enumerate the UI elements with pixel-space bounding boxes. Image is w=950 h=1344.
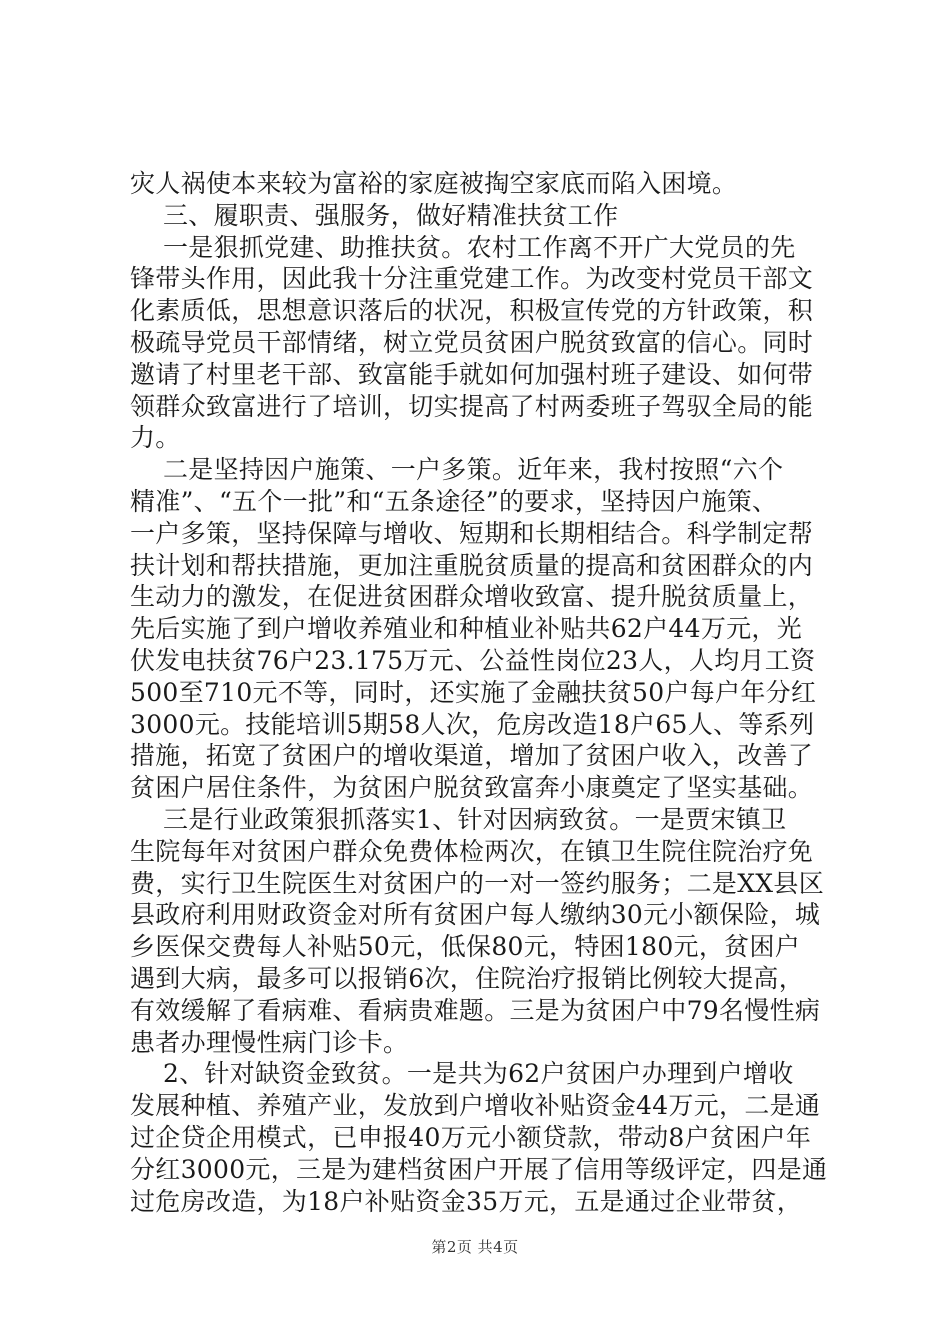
text-line: 过企贷企用模式，已申报40万元小额贷款，带动8户贫困户年 — [130, 1122, 812, 1152]
text-line: 扶计划和帮扶措施，更加注重脱贫质量的提高和贫困群众的内 — [130, 550, 814, 580]
text-line: 先后实施了到户增收养殖业和种植业补贴共62户44万元，光 — [130, 614, 803, 644]
text-line: 生院每年对贫困户群众免费体检两次，在镇卫生院住院治疗免 — [130, 836, 814, 866]
text-line: 发展种植、养殖产业，发放到户增收补贴资金44万元，二是通 — [130, 1091, 821, 1121]
text-line: 领群众致富进行了培训，切实提高了村两委班子驾驭全局的能 — [130, 391, 814, 421]
text-line: 过危房改造，为18户补贴资金35万元，五是通过企业带贫， — [130, 1186, 803, 1216]
text-line: 邀请了村里老干部、致富能手就如何加强村班子建设、如何带 — [130, 359, 814, 389]
text-line: 伏发电扶贫76户23.175万元、公益性岗位23人，人均月工资 — [130, 645, 816, 675]
text-line: 遇到大病，最多可以报销6次，住院治疗报销比例较大提高， — [130, 963, 805, 993]
text-line: 一户多策，坚持保障与增收、短期和长期相结合。科学制定帮 — [130, 518, 814, 548]
text-line: 灾人祸使本来较为富裕的家庭被掏空家底而陷入困境。 — [130, 169, 738, 198]
section-heading: 三、履职责、强服务，做好精准扶贫工作 — [130, 200, 619, 230]
text-line: 措施，拓宽了贫困户的增收渠道，增加了贫困户收入，改善了 — [130, 741, 814, 771]
page-number-footer: 第2页 共4页 — [431, 1238, 519, 1256]
text-line: 患者办理慢性病门诊卡。 — [130, 1027, 409, 1057]
text-line: 乡医保交费每人补贴50元，低保80元，特困180元，贫困户 — [130, 932, 801, 962]
text-line: 极疏导党员干部情绪，树立党员贫困户脱贫致富的信心。同时 — [130, 327, 814, 357]
text-line: 分红3000元，三是为建档贫困户开展了信用等级评定，四是通 — [130, 1154, 828, 1184]
text-line: 化素质低，思想意识落后的状况，积极宣传党的方针政策，积 — [130, 296, 814, 326]
text-line: 贫困户居住条件，为贫困户脱贫致富奔小康奠定了坚实基础。 — [130, 773, 814, 803]
text-line: 三是行业政策狠抓落实1、针对因病致贫。一是贾宋镇卫 — [130, 804, 787, 834]
text-line: 2、针对缺资金致贫。一是共为62户贫困户办理到户增收 — [130, 1059, 794, 1089]
text-line: 费，实行卫生院医生对贫困户的一对一签约服务；二是XX县区 — [130, 868, 824, 898]
text-line: 生动力的激发，在促进贫困群众增收致富、提升脱贫质量上， — [130, 582, 814, 612]
text-line: 3000元。技能培训5期58人次，危房改造18户65人、等系列 — [130, 709, 815, 739]
text-line: 二是坚持因户施策、一户多策。近年来，我村按照“六个 — [130, 455, 784, 485]
text-line: 锋带头作用，因此我十分注重党建工作。为改变村党员干部文 — [130, 264, 814, 294]
text-line: 有效缓解了看病难、看病贵难题。三是为贫困户中79名慢性病 — [130, 995, 821, 1025]
text-line: 500至710元不等，同时，还实施了金融扶贫50户每户年分红 — [130, 677, 817, 707]
text-line: 县政府利用财政资金对所有贫困户每人缴纳30元小额保险，城 — [130, 900, 821, 930]
text-line: 一是狠抓党建、助推扶贫。农村工作离不开广大党员的先 — [130, 232, 796, 262]
text-line: 精准”、“五个一批”和“五条途径”的要求，坚持因户施策、 — [130, 486, 778, 516]
body-text — [130, 168, 830, 1217]
text-line: 力。 — [130, 423, 181, 453]
